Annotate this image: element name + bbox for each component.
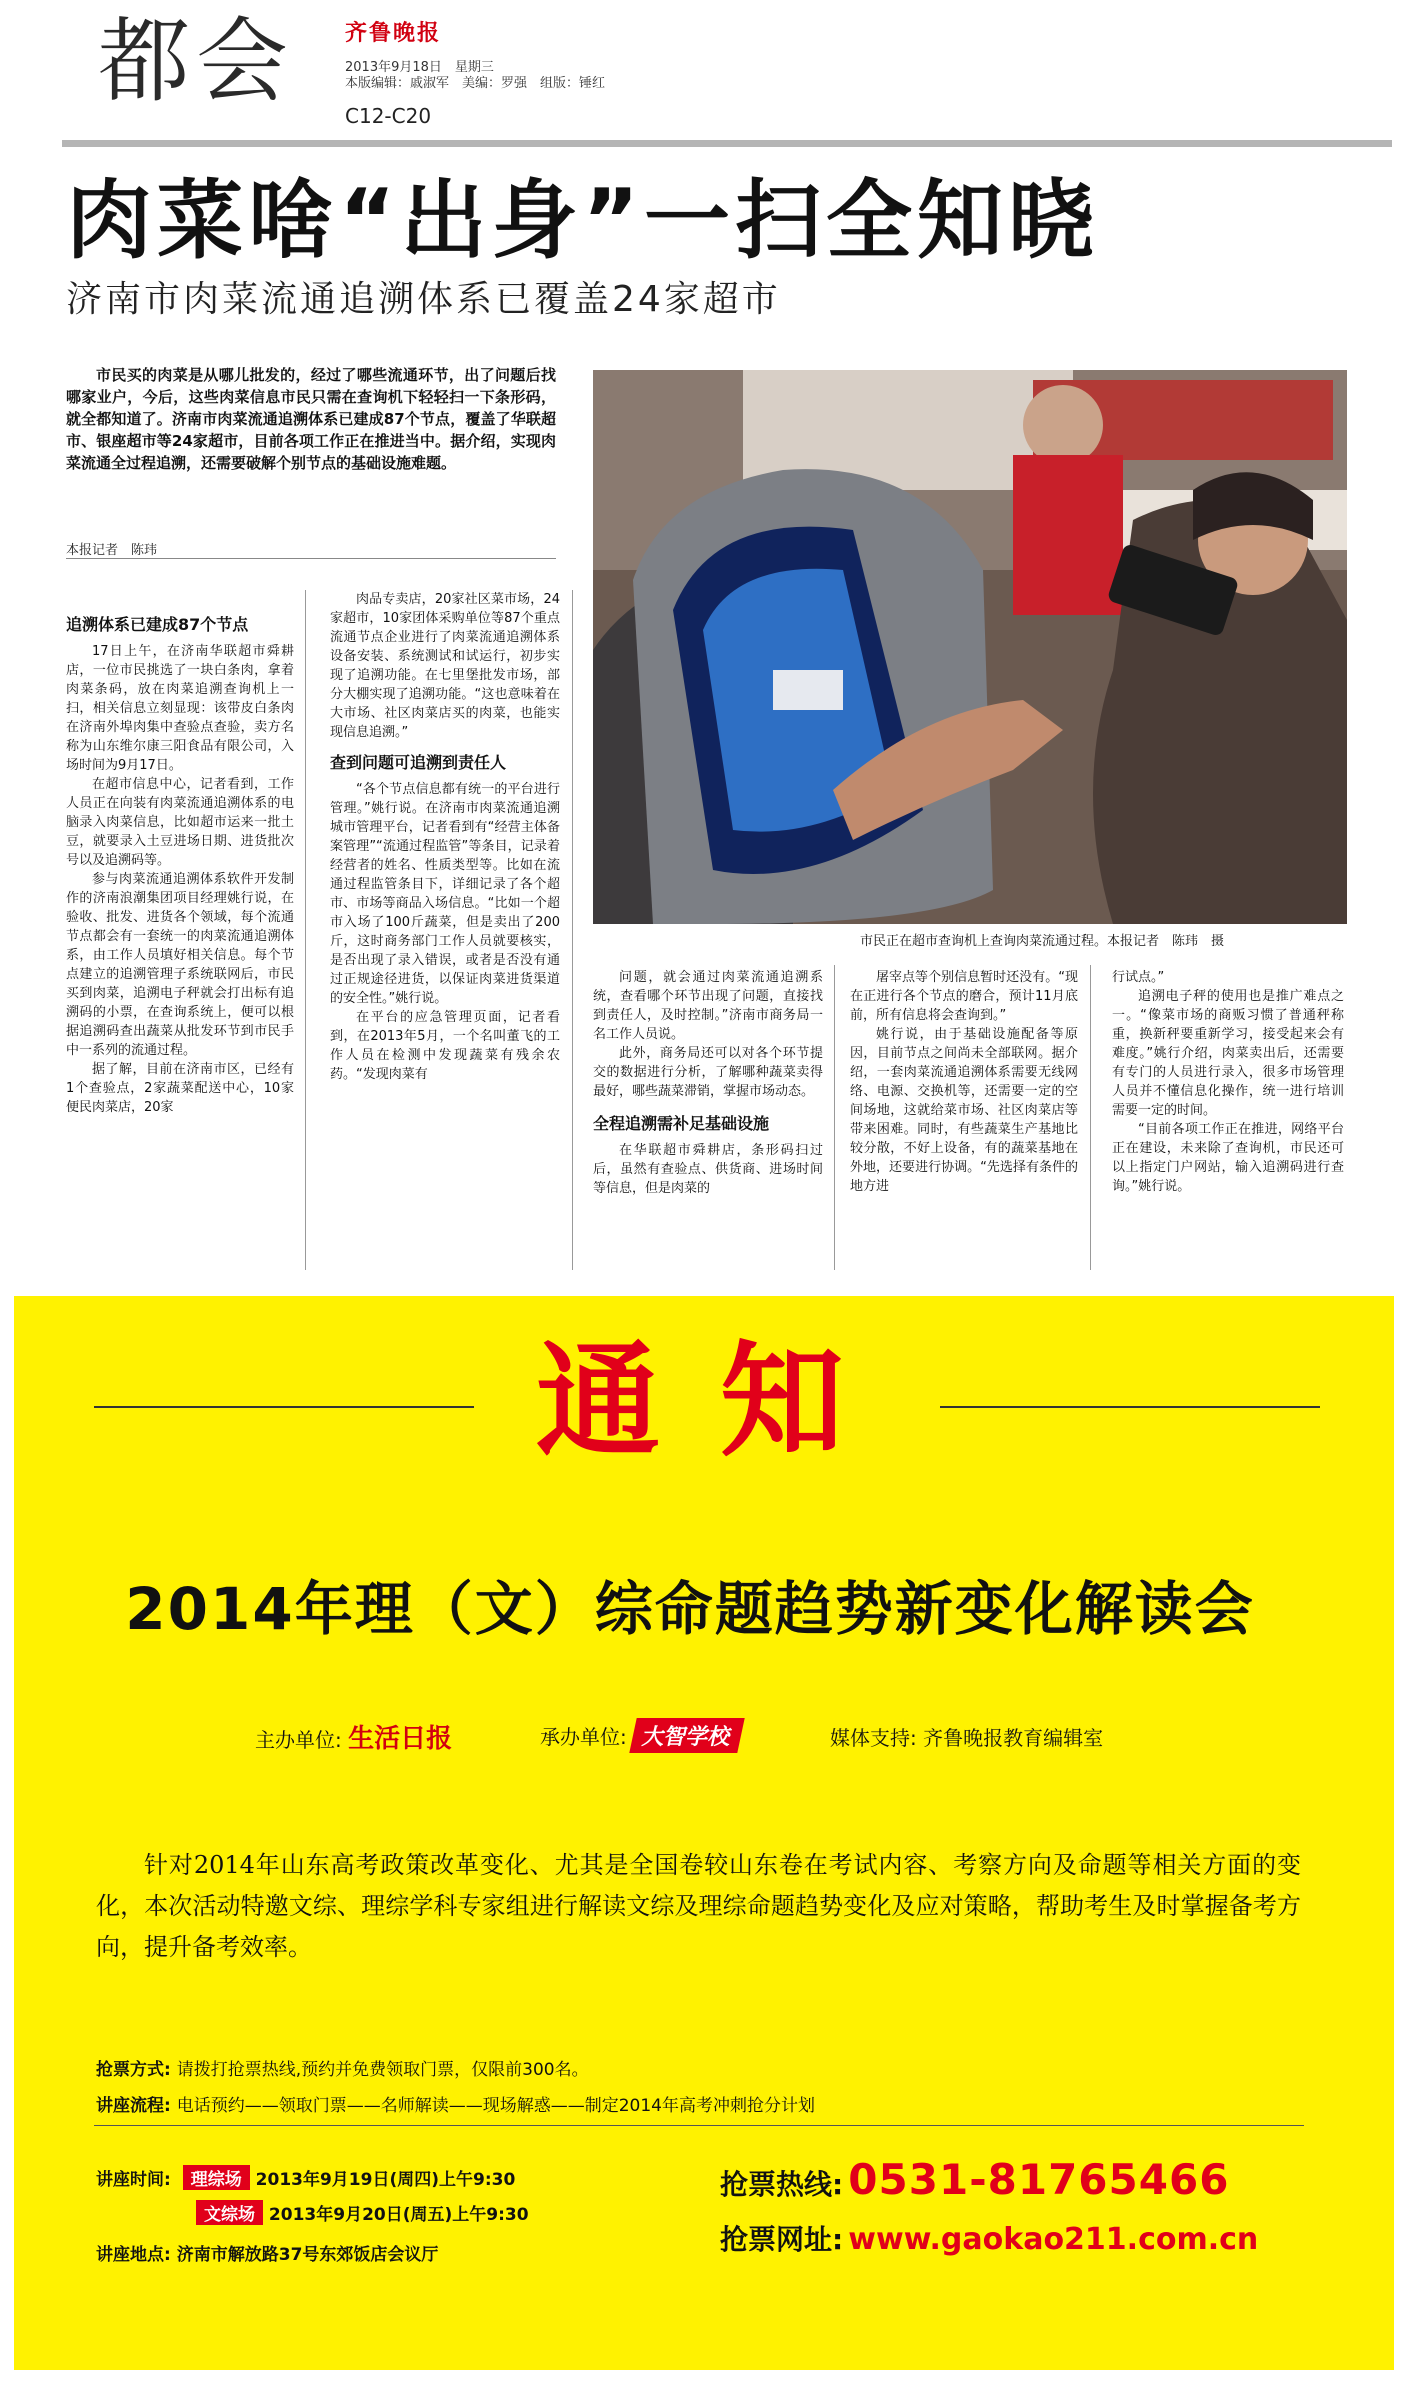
article-photo bbox=[593, 370, 1347, 924]
byline: 本报记者 陈玮 bbox=[66, 543, 158, 558]
page-range: C12-C20 bbox=[345, 104, 432, 128]
issue-meta bbox=[345, 60, 605, 92]
article-column-1 bbox=[66, 610, 294, 1117]
lecture-place bbox=[96, 2240, 438, 2265]
column-divider bbox=[305, 590, 306, 1270]
article-lead: 市民买的肉菜是从哪儿批发的，经过了哪些流通环节，出了问题后找哪家业户，今后，这些肉菜信息市民只需在查询机下轻轻扫一下条形码，就全都知道了。济南市肉菜流通追溯体系已建成87个节点，覆盖了华联超市、银座超市等24家超市，目前各项工作正在推进当中。据介绍，实现肉菜流通全过程追溯，还需要破解个别节点的基础设施难题。 bbox=[66, 366, 556, 472]
photo-caption: 市民正在超市查询机上查询肉菜流通过程。本报记者 陈玮 摄 bbox=[860, 934, 1225, 949]
photo-kiosk-illustration bbox=[593, 370, 1347, 924]
hotline-number[interactable]: 0531-81765466 bbox=[848, 2155, 1230, 2204]
paragraph: 行试点。” bbox=[1112, 970, 1165, 985]
paragraph: 肉品专卖店，20家社区菜市场，24家超市，10家团体采购单位等87个重点流通节点企业进行了肉菜流通追溯体系设备安装、系统测试和试运行，初步实现了追溯功能。在七里堡批发市场，部分大棚实现了追溯功能。“这也意味着在大市场、社区肉菜店买的肉菜，也能实现信息追溯。” bbox=[330, 592, 560, 740]
article-column-3 bbox=[593, 968, 823, 1198]
host-logo: 生活日报 bbox=[348, 1724, 453, 1754]
article-headline: 肉菜啥“出身”一扫全知晓 bbox=[66, 171, 1100, 271]
lecture-flow bbox=[96, 2091, 815, 2116]
section-title: 都会 bbox=[98, 8, 295, 115]
paragraph: 在平台的应急管理页面，记者看到，在2013年5月，一个名叫董飞的工作人员在检测中发现蔬菜有残余农药。“发现肉菜有 bbox=[330, 1010, 560, 1082]
article-column-5 bbox=[1112, 968, 1344, 1196]
article-subhead: 济南市肉菜流通追溯体系已覆盖24家超市 bbox=[66, 279, 781, 320]
info-divider bbox=[94, 2125, 1304, 2126]
co-organizer-logo: 大智学校 bbox=[629, 1718, 744, 1753]
website-url[interactable]: www.gaokao211.com.cn bbox=[848, 2222, 1259, 2257]
science-session bbox=[96, 2165, 515, 2190]
website-label: 抢票网址: bbox=[720, 2223, 844, 2256]
hotline-label: 抢票热线: bbox=[720, 2168, 844, 2201]
byline-divider bbox=[66, 558, 556, 559]
paragraph: “各个节点信息都有统一的平台进行管理。”姚行说。在济南市肉菜流通追溯城市管理平台，记者看到有“经营主体备案管理”“流通过程监管”等条目，记录着经营者的姓名、性质类型等。比如在流通过程监管条目下，详细记录了各个超市、市场等商品入场信息。“比如一个超市入场了100斤蔬菜，但是卖出了200斤，这时商务部门工作人员就要核实，是否出现了录入错误，或者是否没有通过正规途径进货，以保证肉菜进货渠道的安全性。”姚行说。 bbox=[330, 782, 560, 1006]
column-divider bbox=[1090, 965, 1091, 1270]
column-divider bbox=[572, 590, 573, 1270]
subheading-2: 查到问题可追溯到责任人 bbox=[330, 753, 507, 772]
arts-session bbox=[196, 2200, 529, 2225]
event-description: 针对2014年山东高考政策改革变化、尤其是全国卷较山东卷在考试内容、考察方向及命题等相关方面的变化，本次活动特邀文综、理综学科专家组进行解读文综及理综命题趋势变化及应对策略，帮助考生及时掌握备考方向，提升备考效率。 bbox=[96, 1851, 1301, 1961]
editor-credits: 本版编辑：戚淑军 美编：罗强 组版：锤红 bbox=[345, 76, 606, 91]
subheading-3: 全程追溯需补足基础设施 bbox=[593, 1114, 770, 1133]
place-value: 济南市解放路37号东郊饭店会议厅 bbox=[176, 2245, 439, 2265]
co-organizer-label: 承办单位: bbox=[540, 1725, 627, 1749]
arts-tag: 文综场 bbox=[196, 2200, 263, 2225]
host-line bbox=[255, 1718, 452, 1755]
flow-label: 讲座流程: bbox=[96, 2096, 171, 2116]
ticket-label: 抢票方式: bbox=[96, 2060, 171, 2080]
media-line bbox=[830, 1722, 1103, 1751]
flow-value: 电话预约——领取门票——名师解读——现场解惑——制定2014年高考冲刺抢分计划 bbox=[176, 2096, 815, 2116]
subheading-1: 追溯体系已建成87个节点 bbox=[66, 615, 249, 634]
media-label: 媒体支持: bbox=[830, 1726, 917, 1750]
paragraph: “目前各项工作正在推进，网络平台正在建设，未来除了查询机，市民还可以上指定门户网站，输入追溯码进行查询。”姚行说。 bbox=[1112, 1122, 1344, 1194]
paragraph: 姚行说，由于基础设施配备等原因，目前节点之间尚未全部联网。据介绍，一套肉菜流通追溯体系需要无线网络、电源、交换机等，还需要一定的空间场地，这就给菜市场、社区肉菜店等带来困难。同时，有些蔬菜生产基地比较分散，不好上设备，有的蔬菜基地在外地，还要进行协调。“先选择有条件的地方进 bbox=[850, 1027, 1078, 1194]
paragraph: 17日上午，在济南华联超市舜耕店，一位市民挑选了一块白条肉，拿着肉菜条码，放在肉菜追溯查询机上一扫，相关信息立刻显现：该带皮白条肉在济南外埠肉集中查验点查验，卖方名称为山东维尔康三阳食品有限公司，入场时间为9月17日。 bbox=[66, 644, 294, 773]
paragraph: 参与肉菜流通追溯体系软件开发制作的济南浪潮集团项目经理姚行说，在验收、批发、进货各个领域，每个流通节点都会有一套统一的肉菜流通追溯体系，由工作人员填好相关信息。每个节点建立的追溯管理子系统联网后，市民买到肉菜，追溯电子秤就会打出标有追溯码的小票，在查询系统上，便可以根据追溯码查出蔬菜从批发环节到市民手中一系列的流通过程。 bbox=[66, 872, 294, 1058]
science-tag: 理综场 bbox=[183, 2165, 250, 2190]
paragraph: 在超市信息中心，记者看到，工作人员正在向装有肉菜流通追溯体系的电脑录入肉菜信息，比如超市运来一批土豆，就要录入土豆进场日期、进货批次号以及追溯码等。 bbox=[66, 777, 294, 868]
ticket-value: 请拨打抢票热线,预约并免费领取门票，仅限前300名。 bbox=[176, 2060, 589, 2080]
paragraph: 追溯电子秤的使用也是推广难点之一。“像菜市场的商贩习惯了普通秤称重，换新秤要重新学习，接受起来会有难度。”姚行介绍，肉菜卖出后，还需要有专门的人员进行录入，很多市场管理人员并不懂信息化操作，统一进行培训需要一定的时间。 bbox=[1112, 989, 1344, 1118]
masthead-rule bbox=[62, 140, 1392, 147]
hotline-block bbox=[720, 2155, 1229, 2204]
event-title: 2014年理（文）综命题趋势新变化解读会 bbox=[125, 1575, 1255, 1643]
ticket-method bbox=[96, 2055, 589, 2080]
co-organizer-line bbox=[540, 1718, 741, 1753]
issue-date: 2013年9月18日 星期三 bbox=[345, 60, 494, 75]
science-time: 2013年9月19日(周四)上午9:30 bbox=[255, 2170, 516, 2190]
paragraph: 屠宰点等个别信息暂时还没有。“现在正进行各个节点的磨合，预计11月底前，所有信息将会查询到。” bbox=[850, 970, 1078, 1023]
paragraph: 据了解，目前在济南市区，已经有1个查验点，2家蔬菜配送中心，10家便民肉菜店，20家 bbox=[66, 1062, 294, 1115]
arts-time: 2013年9月20日(周五)上午9:30 bbox=[268, 2205, 529, 2225]
article-column-4 bbox=[850, 968, 1078, 1196]
article-column-2 bbox=[330, 590, 560, 1084]
paragraph: 此外，商务局还可以对各个环节提交的数据进行分析，了解哪种蔬菜卖得最好，哪些蔬菜滞销，掌握市场动态。 bbox=[593, 1046, 823, 1099]
newspaper-logo: 齐鲁晚报 bbox=[345, 20, 442, 46]
media-value: 齐鲁晚报教育编辑室 bbox=[923, 1726, 1104, 1750]
website-block bbox=[720, 2218, 1258, 2258]
paragraph: 在华联超市舜耕店，条形码扫过后，虽然有查验点、供货商、进场时间等信息，但是肉菜的 bbox=[593, 1143, 823, 1196]
paragraph: 问题，就会通过肉菜流通追溯系统，查看哪个环节出现了问题，直接找到责任人，及时控制。”济南市商务局一名工作人员说。 bbox=[593, 970, 823, 1042]
host-label: 主办单位: bbox=[255, 1728, 342, 1752]
time-label: 讲座时间: bbox=[96, 2170, 171, 2190]
column-divider bbox=[834, 965, 835, 1270]
notice-title: 通知 bbox=[535, 1330, 904, 1474]
place-label: 讲座地点: bbox=[96, 2245, 171, 2265]
